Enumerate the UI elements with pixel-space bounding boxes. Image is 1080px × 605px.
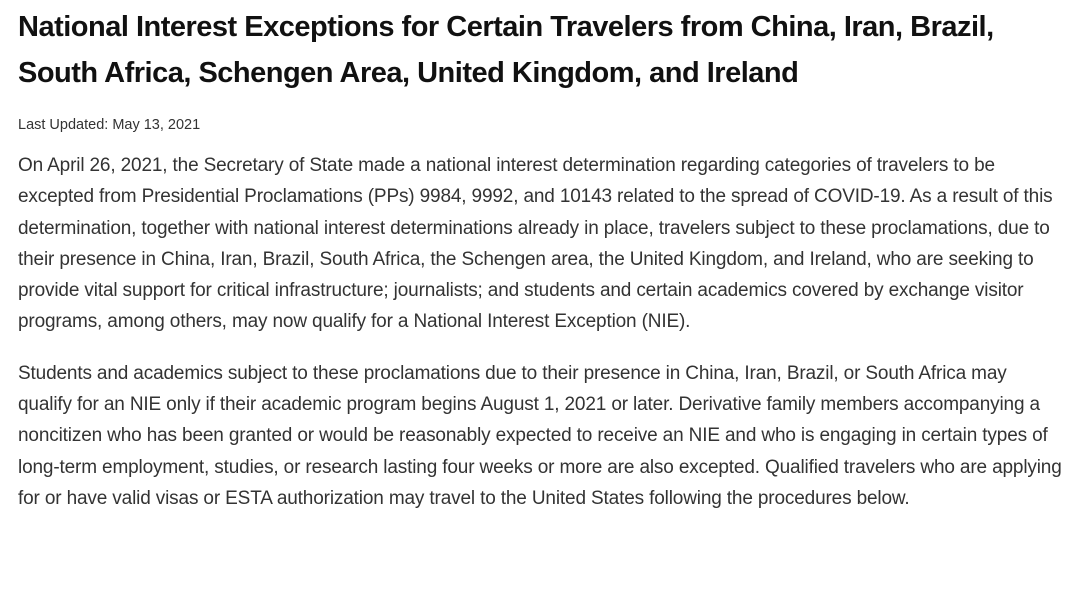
page-title-line-1: National Interest Exceptions for Certain Travelers from China, Iran, Brazil, — [18, 11, 994, 43]
body-paragraph-2: Students and academics subject to these proclamations due to their presence in China, Iran, Brazil, or South Africa may qualify for an NIE only if their academic program begins August 1, 2021 or later. Derivative family members accompanying a noncitizen who has been granted or would be reasonably expected to receive an NIE and who is engaging in certain types of long-term employment, studies, or research lasting four weeks or more are also excepted. Qualified travelers who are applying for or have valid visas or ESTA authorization may travel to the United States following the procedures below. — [18, 362, 1062, 509]
last-updated-date: Last Updated: May 13, 2021 — [18, 117, 201, 133]
page-title — [18, 4, 1062, 96]
body-paragraph-1: On April 26, 2021, the Secretary of State made a national interest determination regarding categories of travelers to be excepted from Presidential Proclamations (PPs) 9984, 9992, and 10143 related to the spread of COVID-19. As a result of this determination, together with national interest determinations already in place, travelers subject to these proclamations, due to their presence in China, Iran, Brazil, South Africa, the Schengen area, the United Kingdom, and Ireland, who are seeking to provide vital support for critical infrastructure; journalists; and students and certain academics covered by exchange visitor programs, among others, may now qualify for a National Interest Exception (NIE). — [18, 155, 1053, 333]
page-title-line-2: South Africa, Schengen Area, United Kingdom, and Ireland — [18, 57, 799, 89]
